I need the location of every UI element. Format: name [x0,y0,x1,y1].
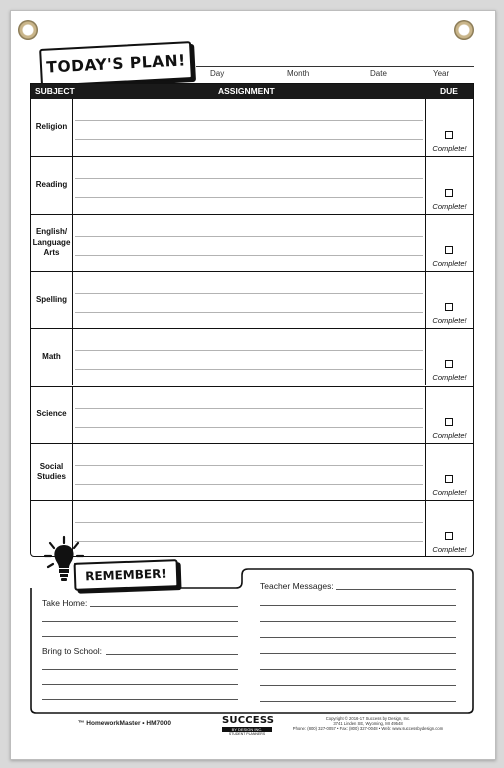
complete-checkbox[interactable] [445,532,453,540]
subject-label [31,215,73,271]
subject-label-line: English/ [35,227,68,237]
subject-row [31,156,473,213]
subject-label [31,329,73,385]
bring-to-school-line[interactable] [106,654,238,655]
grid-header [31,84,473,99]
assignment-writing-line [75,465,423,466]
due-cell [425,215,473,271]
take-home-line[interactable] [90,606,238,607]
assignment-writing-line [75,139,423,140]
subject-label-line: Reading [35,180,68,190]
remember-heading: REMEMBER! [84,566,168,584]
remember-title [74,559,179,591]
subject-label [31,157,73,213]
subject-row [31,443,473,500]
day-label: Day [210,69,225,78]
complete-label: Complete! [432,258,467,268]
address-line: 3741 Linden SE, Wyoming, MI 49548 [333,721,403,727]
assignment-cell[interactable] [72,501,426,557]
subject-column-header: SUBJECT [35,86,75,96]
subject-label [31,444,73,500]
subject-row [31,386,473,443]
left-grommet-icon [18,20,38,40]
subject-label-line: Arts [43,247,60,257]
assignment-writing-line [75,350,423,351]
complete-label: Complete! [432,201,467,211]
subject-label-line: Studies [37,471,66,481]
success-by-design-logo [222,715,275,736]
copyright-block [288,716,448,732]
complete-checkbox[interactable] [445,189,453,197]
page-title: TODAY'S PLAN! [45,51,187,77]
date-entry-line[interactable] [196,66,474,67]
teacher-messages-line[interactable] [260,637,456,638]
subject-label-line: Math [42,352,61,362]
subject-row [31,214,473,271]
assignment-writing-line [75,427,423,428]
assignment-cell[interactable] [72,387,426,443]
due-column-header: DUE [440,86,458,96]
due-cell [425,99,473,156]
subject-label-line: Spelling [35,294,68,304]
contact-line: Phone: (800) 327-0057 • Fax: (800) 327-0048 • Web: www.successbydesign.com [292,726,444,732]
product-name: ™ HomeworkMaster • HM7000 [78,720,171,727]
assignment-cell[interactable] [72,215,426,271]
todays-plan-title [39,41,193,87]
complete-label: Complete! [432,545,467,555]
subject-label-line: Science [36,409,67,419]
assignment-writing-line [75,369,423,370]
bring-to-school-line[interactable] [42,669,238,670]
bring-to-school-line[interactable] [42,684,238,685]
assignment-writing-line [75,408,423,409]
take-home-line[interactable] [42,636,238,637]
due-cell [425,444,473,500]
due-cell [425,501,473,557]
assignment-writing-line [75,255,423,256]
subject-row [31,271,473,328]
subject-row [31,500,473,557]
complete-checkbox[interactable] [445,360,453,368]
assignment-writing-line [75,178,423,179]
due-cell [425,157,473,213]
complete-checkbox[interactable] [445,303,453,311]
assignment-writing-line [75,236,423,237]
subject-row [31,328,473,385]
subject-label-line: Religion [35,122,68,132]
assignment-column-header: ASSIGNMENT [218,86,275,96]
assignment-writing-line [75,197,423,198]
assignment-writing-line [75,541,423,542]
assignment-writing-line [75,484,423,485]
right-grommet-icon [454,20,474,40]
assignment-cell[interactable] [72,157,426,213]
assignment-grid [30,83,474,557]
due-cell [425,329,473,385]
complete-label: Complete! [432,488,467,498]
assignment-writing-line [75,522,423,523]
complete-checkbox[interactable] [445,246,453,254]
assignment-cell[interactable] [72,444,426,500]
teacher-messages-line[interactable] [260,653,456,654]
teacher-messages-line[interactable] [260,669,456,670]
assignment-writing-line [75,312,423,313]
teacher-messages-line[interactable] [260,701,456,702]
assignment-writing-line [75,293,423,294]
complete-checkbox[interactable] [445,131,453,139]
complete-label: Complete! [432,144,467,154]
teacher-messages-line[interactable] [260,605,456,606]
bring-to-school-label: Bring to School: [42,646,103,656]
year-label: Year [433,69,450,78]
subject-label [31,272,73,328]
take-home-line[interactable] [42,621,238,622]
complete-label: Complete! [432,430,467,440]
complete-label: Complete! [432,316,467,326]
assignment-cell[interactable] [72,272,426,328]
subject-label-line: Social [39,461,64,471]
logo-tag-text: STUDENT PLANNERS [228,732,266,736]
teacher-messages-line[interactable] [260,621,456,622]
take-home-label: Take Home: [42,598,88,608]
date-label: Date [370,69,387,78]
due-cell [425,387,473,443]
subject-label-line: Language [32,237,71,247]
bring-to-school-line[interactable] [42,699,238,700]
month-label: Month [287,69,310,78]
teacher-messages-line[interactable] [260,685,456,686]
logo-main-text: SUCCESS [222,715,275,726]
teacher-messages-label: Teacher Messages: [260,581,334,591]
logo-sub-text: BY DESIGN INC. [222,727,272,732]
complete-label: Complete! [432,373,467,383]
complete-checkbox[interactable] [445,418,453,426]
teacher-messages-line[interactable] [336,589,456,590]
complete-checkbox[interactable] [445,475,453,483]
subject-label [31,387,73,443]
due-cell [425,272,473,328]
copyright-line: Copyright © 2016-17 Success by Design, Inc. [325,716,411,721]
assignment-cell[interactable] [72,329,426,385]
subject-row [31,99,473,156]
subject-label [31,99,73,156]
assignment-writing-line [75,120,423,121]
assignment-cell[interactable] [72,99,426,156]
